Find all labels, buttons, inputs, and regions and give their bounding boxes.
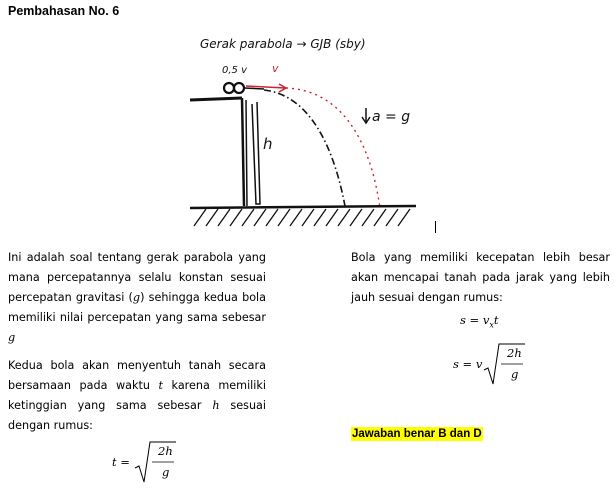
height-label: h bbox=[263, 135, 273, 153]
balls-icon bbox=[224, 83, 244, 93]
ground-icon bbox=[190, 206, 416, 226]
sketch-heading: Gerak parabola → GJB (sby) bbox=[200, 37, 366, 51]
speed-label-fast: v bbox=[272, 62, 279, 75]
answer-highlight: Jawaban benar B dan D bbox=[352, 428, 482, 440]
down-arrow-icon bbox=[362, 108, 370, 123]
speed-label-slow: 0,5 v bbox=[222, 65, 247, 76]
formula-distance-2-lhs: s = v bbox=[453, 357, 483, 371]
formula-time-den: g bbox=[162, 465, 170, 479]
projectile-sketch bbox=[180, 28, 450, 238]
velocity-arrow-slow bbox=[244, 88, 264, 89]
right-column bbox=[351, 248, 610, 316]
trajectory-slow bbox=[264, 90, 345, 206]
left-column bbox=[8, 248, 266, 444]
formula-time-lhs: t = bbox=[112, 455, 130, 469]
right-paragraph-1: Bola yang memiliki kecepatan lebih besar akan mencapai tanah pada jarak yang lebih jauh sesuai dengan rumus: bbox=[351, 251, 610, 304]
formula-distance-2-num: 2h bbox=[507, 346, 522, 360]
formula-distance-1: $s = v_xt$ bbox=[460, 313, 499, 330]
text-cursor bbox=[435, 221, 436, 233]
formula-distance-2-den: g bbox=[511, 367, 519, 381]
left-paragraph-1: Ini adalah soal tentang gerak parabola yang mana percepatannya selalu konstan sesuai percepatan gravitasi (g) sehingga kedua bola memiliki nilai percepatan yang sama sebesar g bbox=[8, 251, 266, 344]
accel-label: a = g bbox=[372, 109, 411, 125]
formula-time-num: 2h bbox=[158, 444, 173, 458]
left-paragraph-2: Kedua bola akan menyentuh tanah secara bersamaan pada waktu t karena memiliki ketinggian yang sama sebesar h sesuai dengan rumus: bbox=[8, 359, 266, 432]
cliff-icon bbox=[190, 98, 260, 206]
page-title: Pembahasan No. 6 bbox=[8, 4, 120, 18]
